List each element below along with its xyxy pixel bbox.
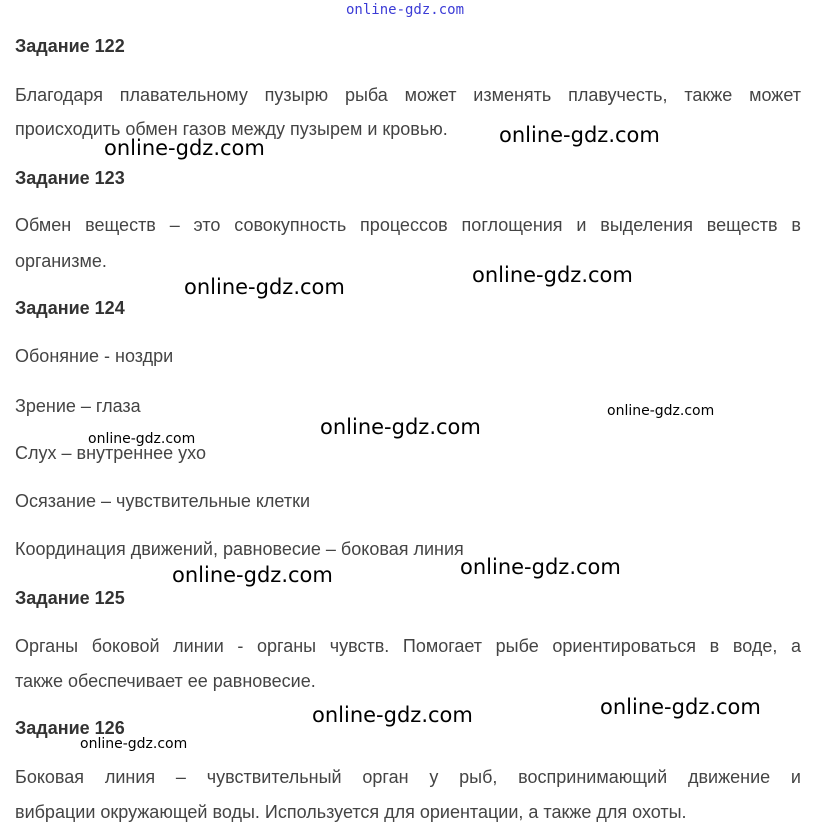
task-124-item-sight: Зрение – глаза — [15, 396, 141, 416]
task-126-text-line-1: Боковая линия – чувствительный орган у рыб, воспринимающий движение и — [15, 767, 801, 787]
task-126-heading: Задание 126 — [15, 718, 125, 738]
watermark: online-gdz.com — [172, 563, 333, 587]
watermark: online-gdz.com — [312, 703, 473, 727]
task-123-text-line-1: Обмен веществ – это совокупность процессов поглощения и выделения веществ в — [15, 215, 801, 235]
task-124-item-hearing: Слух – внутреннее ухо — [15, 443, 206, 463]
task-124-item-smell: Обоняние - ноздри — [15, 346, 174, 366]
watermark: online-gdz.com — [600, 695, 761, 719]
task-125-text-line-1: Органы боковой линии - органы чувств. Помогает рыбе ориентироваться в воде, а — [15, 636, 801, 656]
task-122-heading: Задание 122 — [15, 36, 125, 56]
watermark: online-gdz.com — [499, 123, 660, 147]
watermark: online-gdz.com — [320, 415, 481, 439]
watermark: online-gdz.com — [607, 403, 715, 419]
task-123-heading: Задание 123 — [15, 168, 125, 188]
watermark: online-gdz.com — [104, 136, 265, 160]
task-124-item-balance: Координация движений, равновесие – боковая линия — [15, 539, 464, 559]
task-124-item-touch: Осязание – чувствительные клетки — [15, 491, 311, 511]
task-123-text-line-2: организме. — [15, 251, 107, 271]
watermark: online-gdz.com — [460, 555, 621, 579]
task-125-text-line-2: также обеспечивает ее равновесие. — [15, 671, 316, 691]
watermark: online-gdz.com — [184, 275, 345, 299]
task-125-heading: Задание 125 — [15, 588, 125, 608]
watermark: online-gdz.com — [472, 263, 633, 287]
task-124-heading: Задание 124 — [15, 298, 125, 318]
watermark: online-gdz.com — [80, 736, 188, 752]
task-122-text-line-1: Благодаря плавательному пузырю рыба может изменять плавучесть, также может — [15, 85, 801, 105]
task-122-text-line-2: происходить обмен газов между пузырем и кровью. — [15, 119, 448, 139]
watermark-top: online-gdz.com — [346, 2, 465, 18]
watermark: online-gdz.com — [88, 431, 196, 447]
task-126-text-line-2: вибрации окружающей воды. Используется для ориентации, а также для охоты. — [15, 802, 687, 822]
